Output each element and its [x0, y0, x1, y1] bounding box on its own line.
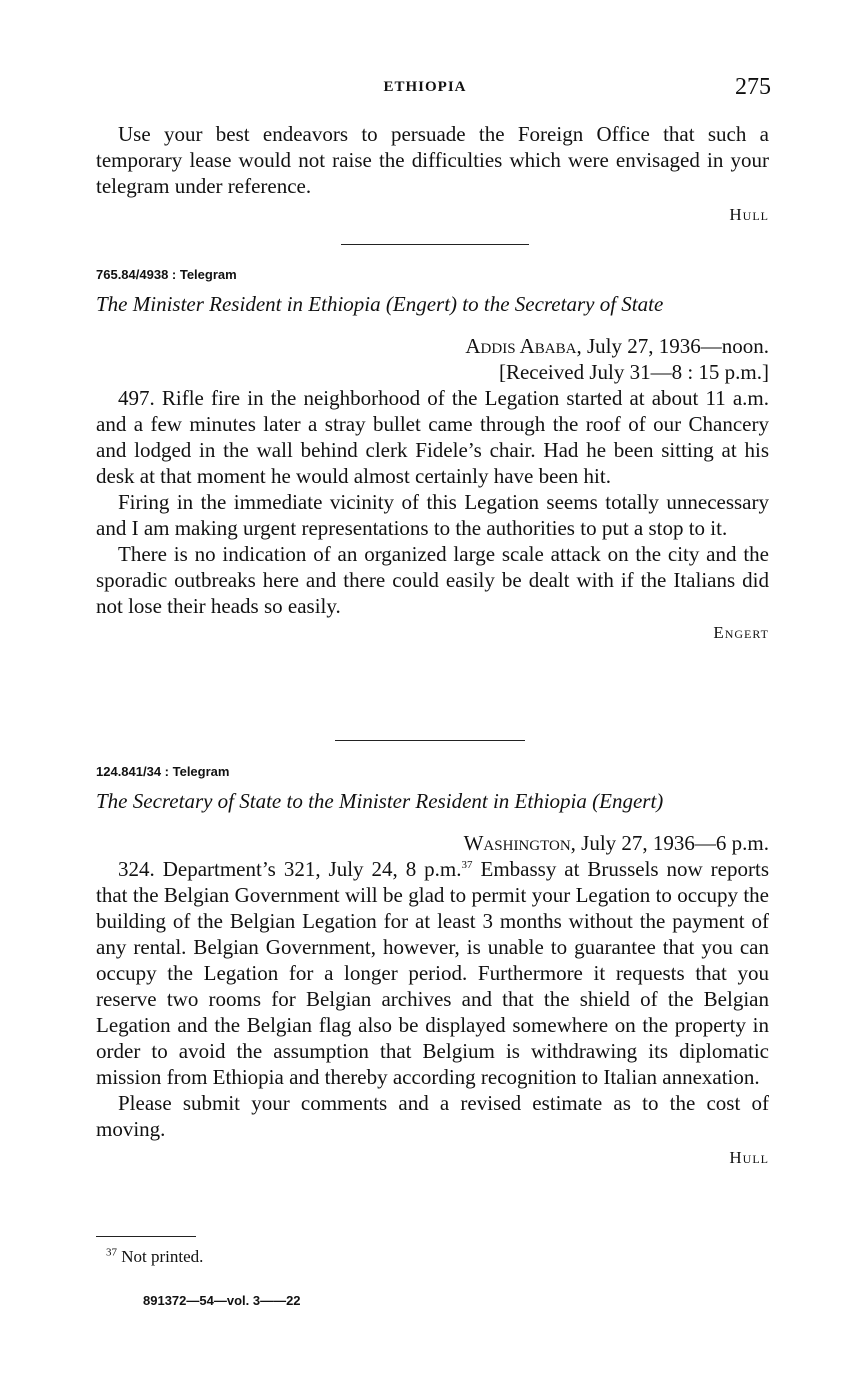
footnote-number: 37: [106, 1246, 117, 1259]
carryover-section: [96, 121, 769, 225]
footnote-text: Not printed.: [121, 1247, 204, 1266]
file-reference: 124.841/34 : Telegram: [96, 764, 230, 779]
dateline: [96, 830, 769, 856]
dateline-date: , July 27, 1936—6 p.m.: [570, 831, 769, 855]
received-line: [Received July 31—8 : 15 p.m.]: [498, 360, 769, 384]
document-heading: The Minister Resident in Ethiopia (Engert) to the Secretary of State: [96, 292, 664, 316]
paragraph-start: 324. Department’s 321, July 24, 8 p.m.: [118, 857, 462, 881]
footnote: [106, 1247, 203, 1267]
telegram-paragraph: [96, 856, 769, 1090]
section-divider: [335, 740, 525, 741]
telegram-paragraph: There is no indication of an organized large scale attack on the city and the sporadic outbreaks here and there could easily be dealt with if the Italians did not lose their heads so easily.: [96, 542, 769, 618]
footnote-rule: [96, 1236, 196, 1237]
telegram-1: [96, 267, 769, 643]
telegram-signature: Hull: [729, 1148, 769, 1167]
telegram-signature: Engert: [713, 623, 769, 642]
carryover-paragraph: Use your best endeavors to persuade the Foreign Office that such a temporary lease would not raise the difficulties which were envisaged in your telegram under reference.: [96, 122, 769, 198]
dateline-date: , July 27, 1936—noon.: [576, 334, 769, 358]
carryover-signature: Hull: [729, 205, 769, 224]
printer-imprint: 891372—54—vol. 3——22: [143, 1293, 301, 1308]
section-divider: [341, 244, 529, 245]
telegram-paragraph: Please submit your comments and a revised estimate as to the cost of moving.: [96, 1091, 769, 1141]
running-head: ETHIOPIA: [383, 79, 467, 95]
dateline-place: Addis Ababa: [465, 334, 577, 358]
file-reference: 765.84/4938 : Telegram: [96, 267, 237, 282]
paragraph-rest: Embassy at Brussels now reports that the Belgian Government will be glad to permit your Legation to occupy the building of the Belgian Legation for at least 3 months without the payment of any rental. Belgian Government, however, is unable to guarantee that you can occupy the Legation for a longer period. Furthermore it requests that you reserve two rooms for Belgian archives and that the shield of the Belgian Legation and the Belgian flag also be displayed somewhere on the property in order to avoid the assumption that Belgium is withdrawing its diplomatic mission from Ethiopia and thereby according recognition to Italian annexation.: [96, 857, 769, 1089]
page-number: 275: [735, 74, 771, 100]
footnote-marker: 37: [461, 859, 473, 871]
telegram-paragraph: 497. Rifle fire in the neighborhood of the Legation started at about 11 a.m. and a few minutes later a stray bullet came through the roof of our Chancery and lodged in the wall behind clerk Fidele’s chair. Had he been sitting at his desk at that moment he would almost certainly have been hit.: [96, 386, 769, 488]
dateline-place: Washington: [463, 831, 571, 855]
telegram-paragraph: Firing in the immediate vicinity of this Legation seems totally unnecessary and I am making urgent representations to the authorities to put a stop to it.: [96, 490, 769, 540]
dateline: [96, 333, 769, 359]
document-heading: The Secretary of State to the Minister Resident in Ethiopia (Engert): [96, 789, 664, 813]
telegram-2: [96, 764, 769, 1168]
